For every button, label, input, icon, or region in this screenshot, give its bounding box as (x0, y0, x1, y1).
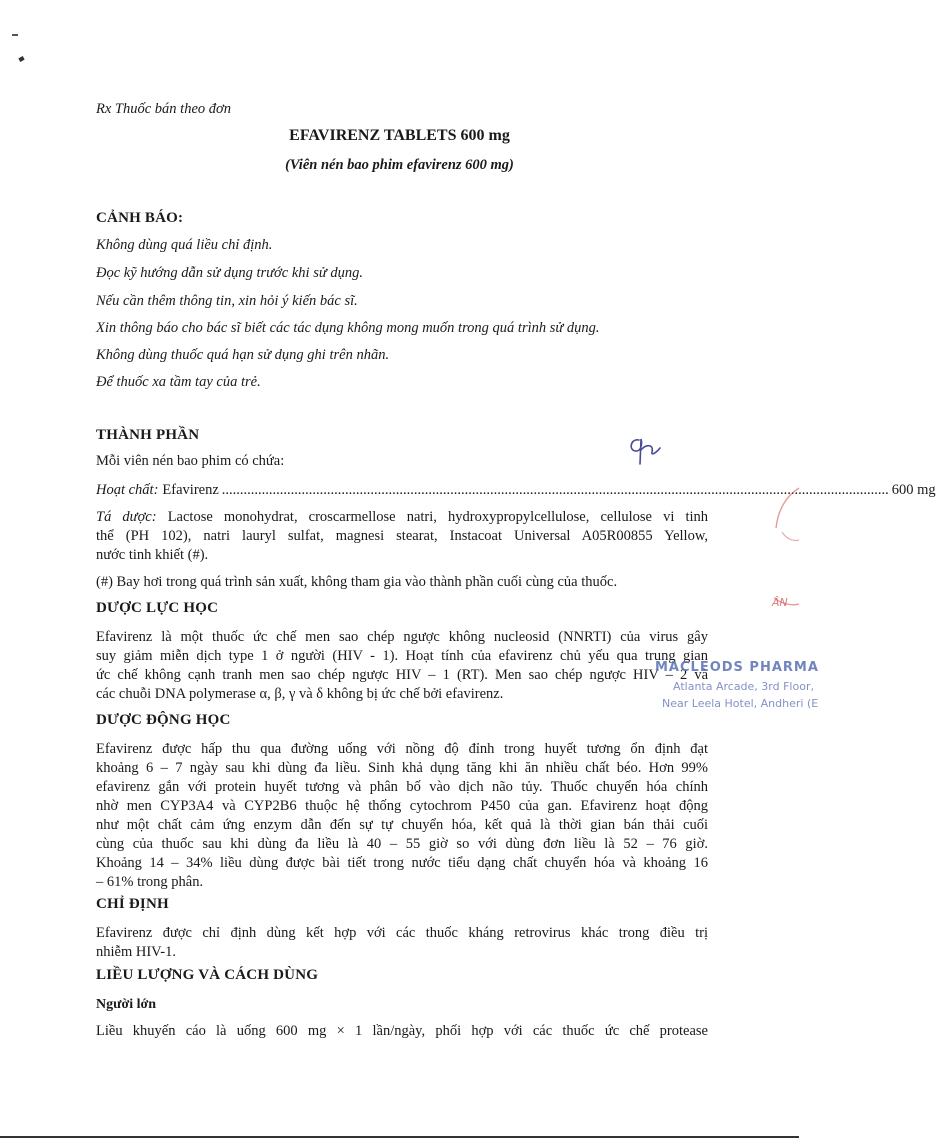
pharmacodynamics-text (96, 628, 708, 704)
text-line: – 61% trong phân. (96, 874, 204, 890)
stamp-company: MACLEODS PHARMA (655, 660, 819, 675)
page-bottom-edge (0, 1136, 799, 1138)
text-line: ức chế không cạnh tranh men sao chép ngược HIV – 1 (RT). Men sao chép ngược HIV – 2 và (96, 667, 708, 683)
document-subtitle: (Viên nén bao phim efavirenz 600 mg) (285, 157, 514, 173)
indications-text (96, 924, 708, 962)
dosage-heading: LIỀU LƯỢNG VÀ CÁCH DÙNG (96, 967, 319, 983)
text-line: nhờ men CYP3A4 và CYP2B6 thuộc hệ thống cytochrom P450 của gan. Efavirenz hoạt động (96, 798, 708, 814)
scan-artifact (18, 56, 24, 62)
excipient-line: Lactose monohydrat, croscarmellose natri, hydroxypropylcellulose, cellulose vi tinh (167, 509, 709, 525)
composition-heading: THÀNH PHẦN (96, 427, 200, 443)
pharmacokinetics-text (96, 740, 708, 892)
scan-artifact (12, 34, 18, 36)
text-line: các chuỗi DNA polymerase α, β, γ và δ không bị ức chế bởi efavirenz. (96, 686, 504, 702)
text-line: khoảng 6 – 7 ngày sau khi dùng đa liều. Sinh khả dụng tăng khi ăn nhiều chất béo. Hơn 99% (96, 760, 708, 776)
text-line: nhiễm HIV-1. (96, 944, 177, 960)
dot-leader: ........................................................................................................................................................................................ (221, 482, 889, 498)
excipients (96, 508, 708, 565)
stamp-address-line: Near Leela Hotel, Andheri (E (662, 697, 819, 710)
active-amount: 600 mg (891, 482, 936, 498)
pharmacokinetics-heading: DƯỢC ĐỘNG HỌC (96, 712, 231, 728)
text-line: suy giảm miễn dịch type 1 ở người (HIV - 1). Hoạt tính của efavirenz chủ yếu qua trung gian (96, 648, 708, 664)
text-line: Khoảng 14 – 34% liều dùng được bài tiết trong nước tiểu dạng chất chuyển hóa và khoảng 16 (96, 855, 708, 871)
rx-symbol: Rx (96, 101, 112, 117)
excipient-line: nước tinh khiết (#). (96, 547, 209, 563)
warning-line: Nếu cần thêm thông tin, xin hỏi ý kiến bác sĩ. (96, 293, 358, 309)
active-label: Hoạt chất: (96, 482, 159, 498)
document-title: EFAVIRENZ TABLETS 600 mg (289, 127, 510, 144)
text-line: Efavirenz là một thuốc ức chế men sao chép ngược không nucleosid (NNRTI) của virus gây (96, 629, 708, 645)
dosage-subheading: Người lớn (96, 997, 157, 1012)
text-line: như một chất cảm ứng enzym dẫn đến sự tự chuyển hóa, kết quả là thời gian bán thải cuối (96, 817, 708, 833)
prescription-label (96, 100, 231, 119)
text-line: Efavirenz được chỉ định dùng kết hợp với các thuốc kháng retrovirus khác trong điều trị (96, 925, 708, 941)
warning-line: Để thuốc xa tầm tay của trẻ. (96, 374, 261, 390)
excipient-line: thể (PH 102), natri lauryl sulfat, magnesi stearat, Instacoat Universal A05R00855 Yellow, (96, 528, 708, 544)
active-name: Efavirenz (162, 482, 219, 498)
handwritten-initials (622, 434, 664, 474)
composition-footnote: (#) Bay hơi trong quá trình sản xuất, không tham gia vào thành phần cuối cùng của thuốc. (96, 574, 618, 590)
stamp-address-line: Atlanta Arcade, 3rd Floor, (673, 680, 814, 693)
warning-line: Xin thông báo cho bác sĩ biết các tác dụng không mong muốn trong quá trình sử dụng. (96, 320, 600, 336)
warning-heading: CẢNH BÁO: (96, 210, 184, 226)
text-line: cùng của thuốc sau khi dùng đa liều là 40 – 55 giờ so với dùng đơn liều là 52 – 76 giờ. (96, 836, 708, 852)
active-ingredient-row (96, 481, 936, 500)
indications-heading: CHỈ ĐỊNH (96, 896, 169, 912)
warning-line: Đọc kỹ hướng dẫn sử dụng trước khi sử dụng. (96, 265, 363, 281)
text-line: Liều khuyến cáo là uống 600 mg × 1 lần/ngày, phối hợp với các thuốc ức chế protease (96, 1023, 708, 1039)
text-line: Efavirenz được hấp thu qua đường uống với nồng độ đỉnh trong huyết tương ổn định đạt (96, 741, 708, 757)
rx-text: Thuốc bán theo đơn (114, 101, 231, 117)
pharmacodynamics-heading: DƯỢC LỰC HỌC (96, 600, 219, 616)
warning-line: Không dùng quá liều chỉ định. (96, 237, 273, 253)
dosage-text (96, 1022, 708, 1041)
composition-intro: Mỗi viên nén bao phim có chứa: (96, 453, 285, 469)
text-line: efavirenz gắn với protein huyết tương và phân bố vào dịch não tủy. Thuốc chuyển hóa chính (96, 779, 708, 795)
red-stamp-text: ÂN (772, 596, 788, 609)
excipient-label: Tá dược: (96, 509, 157, 525)
warning-line: Không dùng thuốc quá hạn sử dụng ghi trên nhãn. (96, 347, 390, 363)
